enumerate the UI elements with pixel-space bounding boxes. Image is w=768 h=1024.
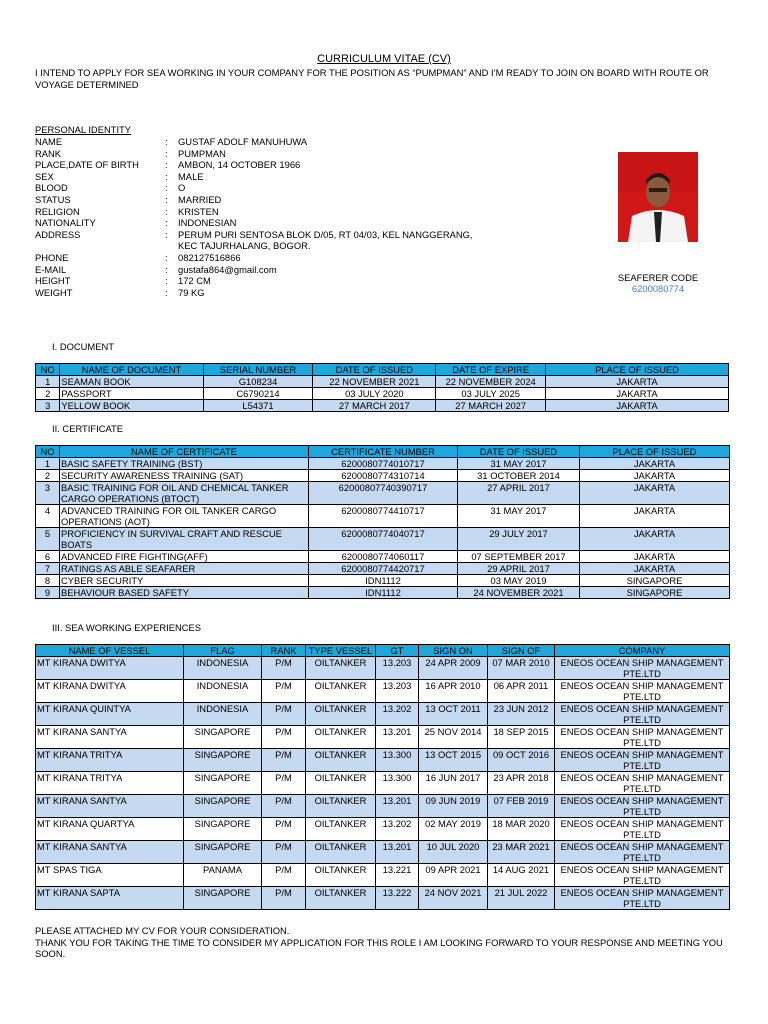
table-cell: MT KIRANA DWITYA — [36, 657, 184, 680]
table-cell: 6200080774040717 — [309, 528, 458, 551]
identity-value: AMBON, 14 OCTOBER 1966 — [178, 159, 301, 171]
identity-value: 79 KG — [178, 286, 205, 298]
table-cell: 1 — [36, 458, 60, 470]
table-cell: OILTANKER — [306, 795, 376, 818]
table-cell: 3 — [36, 400, 60, 412]
table-cell: SINGAPORE — [184, 887, 262, 910]
page-title: CURRICULUM VITAE (CV) — [317, 53, 451, 65]
table-cell: 24 APR 2009 — [419, 657, 488, 680]
table-cell: 27 MARCH 2017 — [313, 400, 436, 412]
table-row — [36, 795, 730, 818]
table-cell: OILTANKER — [306, 841, 376, 864]
table-cell: MT SPAS TIGA — [36, 864, 184, 887]
table-cell: SINGAPORE — [184, 841, 262, 864]
identity-value: KRISTEN — [178, 205, 219, 217]
identity-row — [35, 229, 508, 241]
identity-colon: : — [165, 170, 168, 182]
identity-label: HEIGHT — [35, 275, 71, 287]
table-cell: JAKARTA — [546, 376, 729, 388]
identity-value: O — [178, 182, 186, 194]
table-cell: ENEOS OCEAN SHIP MANAGEMENT PTE.LTD — [555, 818, 730, 841]
identity-colon: : — [165, 286, 168, 298]
identity-colon — [165, 240, 178, 252]
table-cell: SINGAPORE — [580, 587, 730, 599]
table-cell: JAKARTA — [580, 563, 730, 575]
table-cell: 13.300 — [376, 772, 419, 795]
identity-label: RELIGION — [35, 205, 80, 217]
personal-identity-heading: PERSONAL IDENTITY — [35, 124, 132, 135]
identity-row — [35, 159, 508, 171]
table-cell: 6200080774310714 — [309, 470, 458, 482]
table-cell: SINGAPORE — [580, 575, 730, 587]
identity-row — [35, 217, 508, 229]
table-row — [36, 657, 730, 680]
identity-colon: : — [165, 251, 168, 263]
table-cell: OILTANKER — [306, 818, 376, 841]
table-cell: CYBER SECURITY — [60, 575, 309, 587]
table-row — [36, 505, 730, 528]
identity-value: MARRIED — [178, 193, 222, 205]
table-cell: 13 OCT 2011 — [419, 703, 488, 726]
table-cell: ADVANCED FIRE FIGHTING(AFF) — [60, 551, 309, 563]
table-cell: P/M — [262, 795, 306, 818]
identity-label — [35, 240, 165, 252]
table-cell: 13.203 — [376, 657, 419, 680]
table-cell: JAKARTA — [580, 470, 730, 482]
table-cell: ENEOS OCEAN SHIP MANAGEMENT PTE.LTD — [555, 726, 730, 749]
table-cell: 13.201 — [376, 726, 419, 749]
table-cell: 13.203 — [376, 680, 419, 703]
table-cell: ENEOS OCEAN SHIP MANAGEMENT PTE.LTD — [555, 772, 730, 795]
table-row — [36, 470, 730, 482]
table-cell: OILTANKER — [306, 887, 376, 910]
table-cell: 2 — [36, 388, 60, 400]
table-cell: P/M — [262, 726, 306, 749]
table-cell: 27 MARCH 2027 — [436, 400, 546, 412]
table-cell: 06 APR 2011 — [488, 680, 555, 703]
table-cell: OILTANKER — [306, 657, 376, 680]
table-cell: P/M — [262, 657, 306, 680]
table-cell: 03 JULY 2025 — [436, 388, 546, 400]
table-row — [36, 841, 730, 864]
personal-identity-list — [35, 136, 508, 298]
document-heading: I. DOCUMENT — [52, 341, 114, 352]
identity-colon: : — [165, 159, 168, 171]
table-cell: PROFICIENCY IN SURVIVAL CRAFT AND RESCUE BOATS — [60, 528, 309, 551]
identity-label: ADDRESS — [35, 228, 81, 240]
table-cell: 07 MAR 2010 — [488, 657, 555, 680]
table-cell: 29 APRIL 2017 — [458, 563, 580, 575]
table-cell: 62000807740390717 — [309, 482, 458, 505]
identity-row — [35, 252, 508, 264]
table-cell: OILTANKER — [306, 703, 376, 726]
table-cell: P/M — [262, 887, 306, 910]
closing-line-1: PLEASE ATTACHED MY CV FOR YOUR CONSIDERATION. — [35, 925, 290, 936]
identity-value: 082127516866 — [178, 251, 241, 263]
column-header: CERTIFICATE NUMBER — [309, 446, 458, 458]
table-cell: ENEOS OCEAN SHIP MANAGEMENT PTE.LTD — [555, 795, 730, 818]
table-cell: MT KIRANA SANTYA — [36, 726, 184, 749]
identity-value: PERUM PURI SENTOSA BLOK D/05, RT 04/03, KEL NANGGERANG, — [178, 228, 473, 240]
table-row — [36, 563, 730, 575]
table-cell: 6 — [36, 551, 60, 563]
table-cell: SINGAPORE — [184, 795, 262, 818]
table-cell: ADVANCED TRAINING FOR OIL TANKER CARGO OPERATIONS (AOT) — [60, 505, 309, 528]
identity-label: E-MAIL — [35, 263, 67, 275]
table-cell: JAKARTA — [580, 482, 730, 505]
identity-colon: : — [165, 205, 168, 217]
identity-label: SEX — [35, 170, 54, 182]
table-cell: MT KIRANA DWITYA — [36, 680, 184, 703]
table-cell: SEAMAN BOOK — [60, 376, 203, 388]
table-row — [36, 726, 730, 749]
table-cell: 14 AUG 2021 — [488, 864, 555, 887]
table-row — [36, 864, 730, 887]
identity-value: INDONESIAN — [178, 217, 237, 229]
identity-label: RANK — [35, 147, 62, 159]
column-header: DATE OF ISSUED — [458, 446, 580, 458]
table-cell: 13.300 — [376, 749, 419, 772]
table-cell: BASIC TRAINING FOR OIL AND CHEMICAL TANKER CARGO OPERATIONS (BTOCT) — [60, 482, 309, 505]
column-header: NAME OF VESSEL — [36, 645, 184, 657]
identity-label: NAME — [35, 136, 63, 147]
table-cell: P/M — [262, 680, 306, 703]
table-cell: P/M — [262, 818, 306, 841]
table-cell: 16 JUN 2017 — [419, 772, 488, 795]
table-cell: MT KIRANA TRITYA — [36, 772, 184, 795]
table-cell: 16 APR 2010 — [419, 680, 488, 703]
table-cell: 25 NOV 2014 — [419, 726, 488, 749]
table-cell: MT KIRANA SANTYA — [36, 841, 184, 864]
identity-label: PHONE — [35, 251, 69, 263]
identity-row — [35, 275, 508, 287]
identity-label: STATUS — [35, 193, 71, 205]
table-cell: 31 MAY 2017 — [458, 505, 580, 528]
table-cell: ENEOS OCEAN SHIP MANAGEMENT PTE.LTD — [555, 703, 730, 726]
table-cell: G108234 — [203, 376, 313, 388]
identity-row — [35, 287, 508, 299]
table-cell: ENEOS OCEAN SHIP MANAGEMENT PTE.LTD — [555, 864, 730, 887]
table-cell: 7 — [36, 563, 60, 575]
column-header: DATE OF EXPIRE — [436, 364, 546, 376]
identity-row — [35, 182, 508, 194]
table-cell: 24 NOV 2021 — [419, 887, 488, 910]
table-cell: SINGAPORE — [184, 818, 262, 841]
column-header: COMPANY — [555, 645, 730, 657]
identity-row — [35, 194, 508, 206]
table-cell: IDN1112 — [309, 575, 458, 587]
table-row — [36, 551, 730, 563]
identity-colon: : — [165, 228, 168, 240]
table-cell: 09 OCT 2016 — [488, 749, 555, 772]
table-cell: OILTANKER — [306, 726, 376, 749]
table-cell: OILTANKER — [306, 680, 376, 703]
table-cell: P/M — [262, 841, 306, 864]
table-cell: 3 — [36, 482, 60, 505]
table-cell: P/M — [262, 772, 306, 795]
table-cell: P/M — [262, 864, 306, 887]
table-cell: 18 MAR 2020 — [488, 818, 555, 841]
table-cell: 27 APRIL 2017 — [458, 482, 580, 505]
experience-heading: III. SEA WORKING EXPERIENCES — [52, 622, 201, 633]
table-row — [36, 772, 730, 795]
document-table — [35, 363, 729, 412]
identity-value: 172 CM — [178, 275, 211, 287]
table-cell: 03 JULY 2020 — [313, 388, 436, 400]
table-cell: OILTANKER — [306, 864, 376, 887]
table-cell: SECURITY AWARENESS TRAINING (SAT) — [60, 470, 309, 482]
table-cell: ENEOS OCEAN SHIP MANAGEMENT PTE.LTD — [555, 841, 730, 864]
table-cell: 21 JUL 2022 — [488, 887, 555, 910]
table-cell: 23 APR 2018 — [488, 772, 555, 795]
table-cell: 29 JULY 2017 — [458, 528, 580, 551]
identity-row — [35, 264, 508, 276]
table-cell: IDN1112 — [309, 587, 458, 599]
table-cell: INDONESIA — [184, 703, 262, 726]
table-row — [36, 587, 730, 599]
table-cell: JAKARTA — [546, 388, 729, 400]
table-cell: RATINGS AS ABLE SEAFARER — [60, 563, 309, 575]
table-cell: 13.222 — [376, 887, 419, 910]
table-cell: 13.221 — [376, 864, 419, 887]
table-cell: 10 JUL 2020 — [419, 841, 488, 864]
table-cell: 6200080774420717 — [309, 563, 458, 575]
identity-colon: : — [165, 263, 168, 275]
table-cell: OILTANKER — [306, 772, 376, 795]
column-header: NO — [36, 364, 60, 376]
table-cell: SINGAPORE — [184, 726, 262, 749]
table-cell: 6200080774010717 — [309, 458, 458, 470]
table-cell: 22 NOVEMBER 2024 — [436, 376, 546, 388]
table-cell: P/M — [262, 749, 306, 772]
table-cell: MT KIRANA TRITYA — [36, 749, 184, 772]
table-cell: INDONESIA — [184, 680, 262, 703]
table-cell: 23 JUN 2012 — [488, 703, 555, 726]
identity-label: NATIONALITY — [35, 217, 96, 229]
table-cell: 18 SEP 2015 — [488, 726, 555, 749]
table-cell: INDONESIA — [184, 657, 262, 680]
table-row — [36, 388, 729, 400]
table-cell: ENEOS OCEAN SHIP MANAGEMENT PTE.LTD — [555, 657, 730, 680]
table-cell: 22 NOVEMBER 2021 — [313, 376, 436, 388]
table-cell: SINGAPORE — [184, 772, 262, 795]
column-header: DATE OF ISSUED — [313, 364, 436, 376]
column-header: RANK — [262, 645, 306, 657]
seafarer-code-value: 6200080774 — [631, 283, 685, 294]
column-header: TYPE VESSEL — [306, 645, 376, 657]
table-cell: 03 MAY 2019 — [458, 575, 580, 587]
identity-value: KEC TAJURHALANG, BOGOR. — [178, 240, 311, 252]
identity-colon: : — [165, 147, 168, 159]
table-cell: 13.201 — [376, 841, 419, 864]
table-cell: 8 — [36, 575, 60, 587]
table-cell: ENEOS OCEAN SHIP MANAGEMENT PTE.LTD — [555, 680, 730, 703]
table-cell: JAKARTA — [580, 505, 730, 528]
table-cell: 6200080774060117 — [309, 551, 458, 563]
identity-colon: : — [165, 275, 168, 287]
table-row — [36, 400, 729, 412]
table-cell: 1 — [36, 376, 60, 388]
column-header: PLACE OF ISSUED — [580, 446, 730, 458]
table-row — [36, 458, 730, 470]
table-cell: JAKARTA — [580, 458, 730, 470]
column-header: NAME OF DOCUMENT — [60, 364, 203, 376]
table-cell: MT KIRANA SANTYA — [36, 795, 184, 818]
table-cell: 13.202 — [376, 703, 419, 726]
table-cell: 13.201 — [376, 795, 419, 818]
closing-line-2: THANK YOU FOR TAKING THE TIME TO CONSIDER MY APPLICATION FOR THIS ROLE I AM LOOKING FORWARD TO YOUR RESPONSE AND MEETING YOU SOON. — [35, 936, 723, 960]
table-row — [36, 818, 730, 841]
closing-text — [35, 925, 735, 960]
table-row — [36, 376, 729, 388]
table-cell: 13 OCT 2015 — [419, 749, 488, 772]
column-header: FLAG — [184, 645, 262, 657]
column-header: NO — [36, 446, 60, 458]
profile-photo — [618, 152, 698, 242]
certificate-table — [35, 445, 730, 599]
identity-row — [35, 206, 508, 218]
table-cell: YELLOW BOOK — [60, 400, 203, 412]
identity-row — [35, 240, 508, 252]
identity-colon: : — [165, 182, 168, 194]
table-cell: 2 — [36, 470, 60, 482]
table-cell: 6200080774410717 — [309, 505, 458, 528]
column-header: SIGN OF — [488, 645, 555, 657]
identity-colon: : — [165, 193, 168, 205]
table-cell: BASIC SAFETY TRAINING (BST) — [60, 458, 309, 470]
identity-row — [35, 148, 508, 160]
table-cell: MT KIRANA QUINTYA — [36, 703, 184, 726]
experience-table — [35, 644, 730, 910]
table-cell: 31 OCTOBER 2014 — [458, 470, 580, 482]
table-cell: C6790214 — [203, 388, 313, 400]
identity-row — [35, 136, 508, 148]
table-cell: MT KIRANA SAPTA — [36, 887, 184, 910]
seafarer-code-label: SEAFERER CODE — [617, 272, 699, 283]
table-cell: 07 FEB 2019 — [488, 795, 555, 818]
table-cell: P/M — [262, 703, 306, 726]
table-cell: MT KIRANA QUARTYA — [36, 818, 184, 841]
table-cell: JAKARTA — [546, 400, 729, 412]
identity-colon: : — [165, 136, 168, 147]
identity-row — [35, 171, 508, 183]
column-header: NAME OF CERTIFICATE — [60, 446, 309, 458]
table-cell: 13.202 — [376, 818, 419, 841]
table-cell: 09 JUN 2019 — [419, 795, 488, 818]
table-row — [36, 680, 730, 703]
table-row — [36, 482, 730, 505]
table-cell: 02 MAY 2019 — [419, 818, 488, 841]
intro-text: I INTEND TO APPLY FOR SEA WORKING IN YOUR COMPANY FOR THE POSITION AS “PUMPMAN” AND I’M READY TO JOIN ON BOARD WITH ROUTE OR VOYAGE DETERMINED — [35, 67, 709, 90]
identity-value: gustafa864@gmail.com — [178, 263, 277, 275]
table-row — [36, 575, 730, 587]
identity-value: GUSTAF ADOLF MANUHUWA — [178, 136, 308, 147]
identity-label: PLACE,DATE OF BIRTH — [35, 159, 139, 171]
table-cell: PASSPORT — [60, 388, 203, 400]
column-header: PLACE OF ISSUED — [546, 364, 729, 376]
table-row — [36, 749, 730, 772]
certificate-heading: II. CERTIFICATE — [52, 423, 124, 434]
table-cell: JAKARTA — [580, 528, 730, 551]
table-cell: 4 — [36, 505, 60, 528]
column-header: GT — [376, 645, 419, 657]
table-cell: ENEOS OCEAN SHIP MANAGEMENT PTE.LTD — [555, 887, 730, 910]
identity-label: WEIGHT — [35, 286, 73, 298]
table-cell: 07 SEPTEMBER 2017 — [458, 551, 580, 563]
table-cell: 9 — [36, 587, 60, 599]
table-cell: BEHAVIOUR BASED SAFETY — [60, 587, 309, 599]
table-row — [36, 887, 730, 910]
table-cell: PANAMA — [184, 864, 262, 887]
table-cell: 31 MAY 2017 — [458, 458, 580, 470]
table-cell: SINGAPORE — [184, 749, 262, 772]
identity-value: PUMPMAN — [178, 147, 226, 159]
identity-label: BLOOD — [35, 182, 68, 194]
table-cell: ENEOS OCEAN SHIP MANAGEMENT PTE.LTD — [555, 749, 730, 772]
identity-colon: : — [165, 217, 168, 229]
table-cell: OILTANKER — [306, 749, 376, 772]
table-cell: 24 NOVEMBER 2021 — [458, 587, 580, 599]
table-cell: JAKARTA — [580, 551, 730, 563]
column-header: SERIAL NUMBER — [203, 364, 313, 376]
table-row — [36, 703, 730, 726]
table-cell: 09 APR 2021 — [419, 864, 488, 887]
column-header: SIGN ON — [419, 645, 488, 657]
identity-value: MALE — [178, 170, 204, 182]
table-cell: 23 MAR 2021 — [488, 841, 555, 864]
table-cell: L54371 — [203, 400, 313, 412]
table-cell: 5 — [36, 528, 60, 551]
table-row — [36, 528, 730, 551]
